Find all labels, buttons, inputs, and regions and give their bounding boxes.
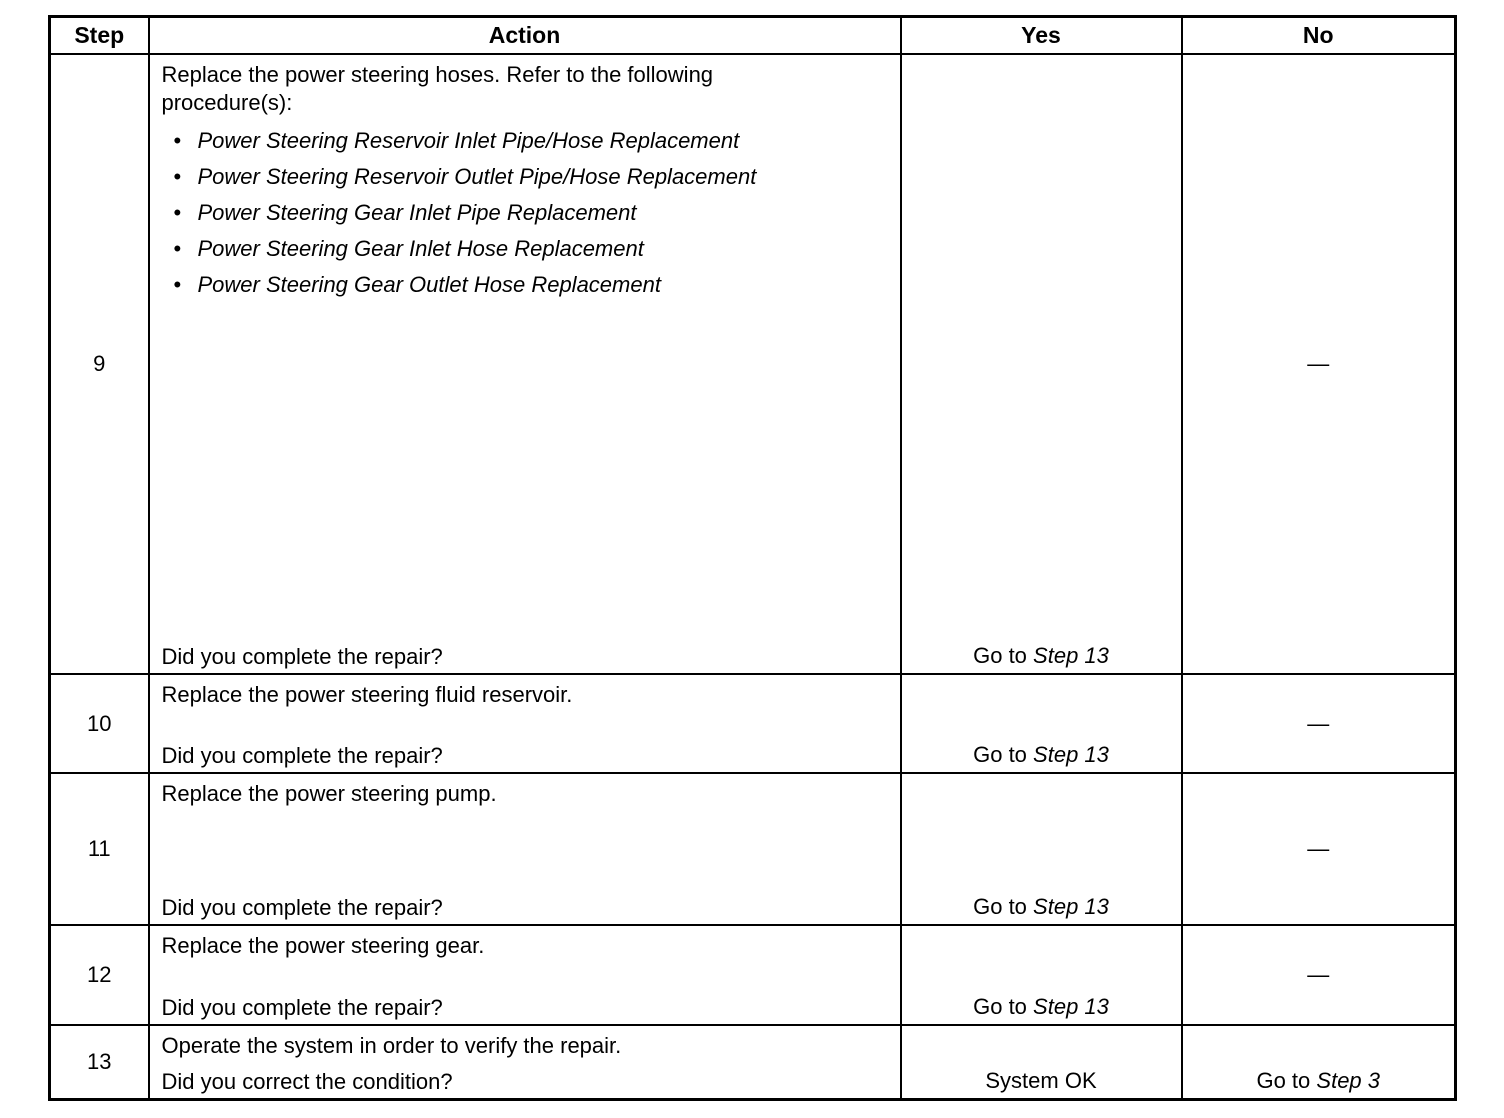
procedure-link[interactable]: Power Steering Reservoir Inlet Pipe/Hose Replacement (197, 128, 740, 153)
yes-prefix: Go to (973, 643, 1027, 668)
question-text: Did you correct the condition? (161, 1068, 453, 1094)
table-row (50, 1025, 1456, 1099)
question-text: Did you complete the repair? (161, 743, 443, 768)
no-cell: — (1182, 674, 1456, 773)
bullet-icon: • (173, 128, 182, 153)
header-step: Step (50, 17, 149, 55)
bullet-icon: • (173, 272, 182, 297)
yes-cell (901, 54, 1182, 674)
list-item[interactable] (174, 267, 900, 303)
step-number: 13 (50, 1025, 149, 1099)
header-row (50, 17, 1456, 55)
table-row (50, 674, 1456, 773)
diagnostic-table (48, 15, 1457, 1101)
yes-cell (901, 773, 1182, 925)
step-link[interactable]: Step 13 (1033, 742, 1109, 767)
action-cell (149, 674, 901, 773)
procedure-link[interactable]: Power Steering Reservoir Outlet Pipe/Hose Replacement (197, 164, 757, 189)
bullet-icon: • (173, 236, 182, 261)
bullet-icon: • (173, 164, 182, 189)
table-row (50, 925, 1456, 1025)
action-cell (149, 925, 901, 1025)
step-number: 12 (50, 925, 149, 1025)
yes-prefix: Go to (973, 994, 1027, 1019)
step-link[interactable]: Step 13 (1033, 894, 1109, 919)
procedure-link[interactable]: Power Steering Gear Inlet Hose Replacement (197, 236, 644, 261)
table-row (50, 54, 1456, 674)
question-text: Did you complete the repair? (161, 895, 443, 920)
yes-prefix: Go to (973, 742, 1027, 767)
bullet-icon: • (173, 200, 182, 225)
action-text: Replace the power steering gear. (161, 933, 485, 958)
list-item[interactable] (174, 195, 900, 231)
list-item[interactable] (174, 159, 900, 195)
step-link[interactable]: Step 13 (1033, 994, 1109, 1019)
header-action: Action (149, 17, 901, 55)
step-number: 11 (50, 773, 149, 925)
question-text: Did you complete the repair? (161, 995, 443, 1020)
yes-cell (901, 674, 1182, 773)
procedure-link[interactable]: Power Steering Gear Inlet Pipe Replacement (197, 200, 637, 225)
action-cell (149, 54, 901, 674)
question-text: Did you complete the repair? (161, 644, 443, 669)
yes-prefix: Go to (973, 894, 1027, 919)
step-number: 9 (50, 54, 149, 674)
no-prefix: Go to (1256, 1067, 1311, 1093)
action-text: Replace the power steering hoses. Refer to the following procedure(s): (161, 62, 714, 115)
no-cell: — (1182, 773, 1456, 925)
action-cell (149, 1025, 901, 1099)
yes-result: System OK (985, 1067, 1097, 1093)
action-text: Replace the power steering pump. (161, 781, 497, 806)
action-text: Operate the system in order to verify the repair. (161, 1033, 622, 1058)
step-link[interactable]: Step 13 (1033, 643, 1109, 668)
no-cell: — (1182, 925, 1456, 1025)
list-item[interactable] (174, 123, 900, 159)
table-row (50, 773, 1456, 925)
step-number: 10 (50, 674, 149, 773)
header-yes: Yes (901, 17, 1182, 55)
step-link[interactable]: Step 3 (1316, 1067, 1381, 1093)
list-item[interactable] (174, 231, 900, 267)
procedure-link[interactable]: Power Steering Gear Outlet Hose Replacement (197, 272, 661, 297)
procedure-list (150, 123, 900, 303)
no-cell (1182, 1025, 1456, 1099)
header-no: No (1182, 17, 1456, 55)
action-cell (149, 773, 901, 925)
no-cell: — (1182, 54, 1456, 674)
yes-cell (901, 925, 1182, 1025)
action-text: Replace the power steering fluid reservoir. (161, 682, 573, 707)
yes-cell (901, 1025, 1182, 1099)
